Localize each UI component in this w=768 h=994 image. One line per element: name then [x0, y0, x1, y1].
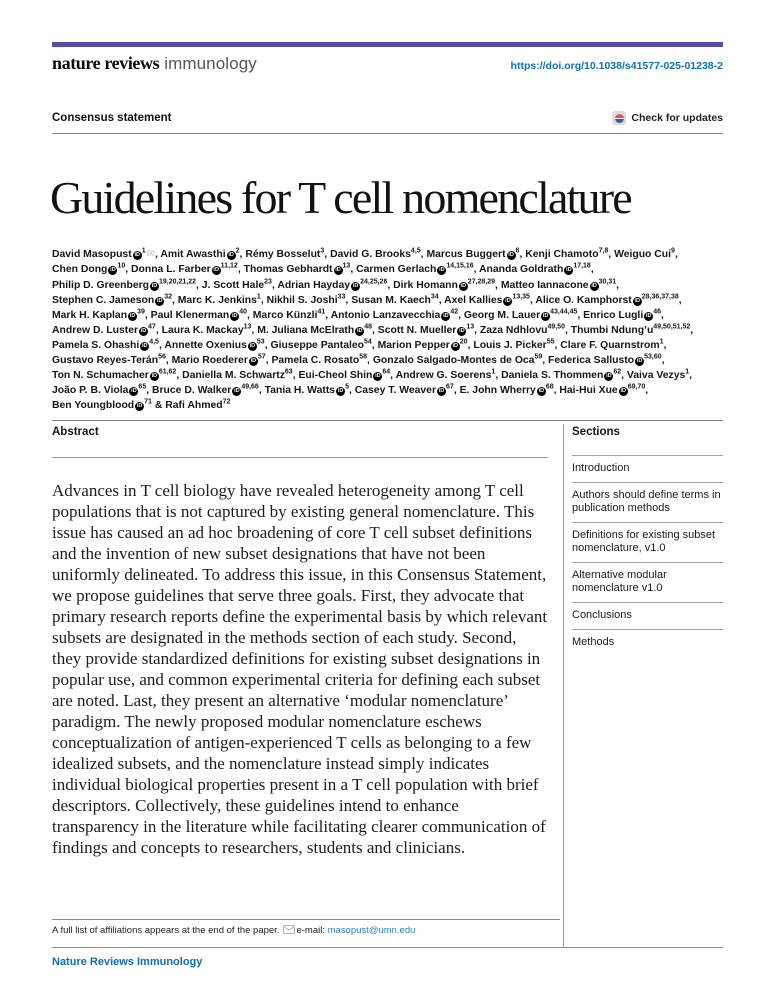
orcid-icon[interactable]: iD	[356, 327, 363, 334]
affiliation-superscript: 2	[235, 247, 240, 255]
affiliation-superscript: 13	[243, 323, 252, 331]
affiliation-superscript: 41	[317, 308, 326, 316]
affiliations-note-text: A full list of affiliations appears at the end of the paper.	[52, 925, 280, 936]
orcid-icon[interactable]: iD	[452, 342, 459, 349]
author-name: Andrew D. Luster iD$^{47}$	[52, 323, 156, 336]
affiliation-superscript: 39	[137, 308, 145, 316]
doi-link[interactable]: https://doi.org/10.1038/s41577-025-01238-2	[510, 60, 723, 72]
affiliation-superscript: 1	[256, 293, 261, 301]
author-name: Pamela C. Rosato$^{58}$	[271, 353, 368, 367]
orcid-icon[interactable]: iD	[375, 373, 381, 380]
affiliation-superscript: 20	[459, 338, 468, 346]
orcid-icon[interactable]: iD	[335, 267, 341, 274]
orcid-icon[interactable]: iD	[136, 403, 143, 410]
orcid-icon[interactable]: iD	[439, 267, 445, 274]
affiliation-superscript: 30,31	[598, 278, 617, 286]
author-name: Mario Roederer iD$^{57}$	[171, 353, 266, 367]
orcid-icon[interactable]: iD	[231, 312, 238, 319]
orcid-icon[interactable]: iD	[141, 342, 148, 349]
author-name: João P. B. Viola iD$^{65}$	[52, 383, 147, 397]
affiliation-superscript: 40	[239, 308, 247, 316]
abstract-divider	[52, 457, 548, 458]
author-name: Gustavo Reyes-Terán$^{56}$	[52, 353, 166, 367]
affiliation-superscript: 4,5	[410, 247, 421, 255]
affiliation-superscript: 49,50	[547, 323, 565, 331]
affiliation-superscript: 59	[534, 353, 543, 361]
orcid-icon[interactable]: iD	[508, 252, 514, 259]
affiliation-superscript: 48	[364, 323, 373, 331]
author-name: Marcus Buggert iD$^6$	[426, 247, 520, 261]
author-name: Daniella M. Schwartz$^{63}$	[182, 368, 293, 382]
affiliation-superscript: 72	[222, 398, 231, 406]
author-name: Alice O. Kamphorst iD$^{28,36,37,38}$	[535, 293, 679, 306]
orcid-icon[interactable]: iD	[459, 327, 465, 334]
author-name: Rémy Bosselut$^3$	[245, 247, 325, 261]
author-name: Federica Sallusto iD$^{53,60}$	[548, 353, 662, 367]
affiliation-superscript: 55	[546, 338, 555, 346]
affiliation-superscript: 13,35	[512, 293, 530, 301]
affiliation-superscript: 32	[164, 293, 172, 301]
affiliation-superscript: 49,50,51,52	[653, 323, 691, 331]
affiliation-superscript: 11,12	[220, 263, 238, 271]
author-name: Rafi Ahmed$^{72}$	[165, 398, 231, 412]
orcid-icon[interactable]: iD	[129, 312, 136, 319]
author-name: Marco Künzli$^{41}$	[252, 308, 326, 321]
author-name: Laura K. Mackay$^{13}$	[161, 323, 252, 336]
orcid-icon[interactable]: iD	[538, 388, 545, 395]
crossmark-icon	[612, 111, 626, 125]
orcid-icon[interactable]: iD	[542, 312, 549, 319]
orcid-icon[interactable]: iD	[151, 282, 158, 289]
author-list: David Masopust iD$^1$✉, Amit Awasthi iD$^2$, Rémy Bosselut$^3$, David G. Brooks$^{4,5}$, Marcus Buggert iD$^6$, Kenji Chamoto$^{7,8}$, Weiguo Cui$^9$, Chen Dong iD$^{10}$, Donna L. Farber iD$^{11,12}$, Thomas Gebhardt iD$^{13}$, Carmen Gerlach iD$^{14,15,16}$, Ananda Goldrath iD$^{17,18}$, Philip D. Greenberg iD$^{19,20,21,22}$, J. Scott Hale$^{23}$, Adrian Hayday iD$^{24,25,26}$, Dirk Homann iD$^{27,28,29}$, Matteo Iannacone iD$^{30,31}$, Stephen C. Jameson iD$^{32}$, Marc K. Jenkins$^1$, Nikhil S. Joshi$^{33}$, Susan M. Kaech$^{34}$, Axel Kallies iD$^{13,35}$, Alice O. Kamphorst iD$^{28,36,37,38}$, Mark H. Kaplan iD$^{39}$, Paul Klenerman iD$^{40}$, Marco Künzli$^{41}$, Antonio Lanzavecchia iD$^{42}$, Georg M. Lauer iD$^{43,44,45}$, Enrico Lugli iD$^{46}$, Andrew D. Luster iD$^{47}$, Laura K. Mackay$^{13}$, M. Juliana McElrath iD$^{48}$, Scott N. Mueller iD$^{13}$, Zaza Ndhlovu$^{49,50}$, Thumbi Ndung’u$^{49,50,51,52}$, Pamela S. Ohashi iD$^{4,5}$, Annette Oxenius iD$^{53}$, Giuseppe Pantaleo$^{54}$, Marion Pepper iD$^{20}$, Louis J. Picker$^{55}$, Clare F. Quarnstrom$^1$, Gustavo Reyes-Terán$^{56}$, Mario Roederer iD$^{57}$, Pamela C. Rosato$^{58}$, Gonzalo Salgado-Montes de Oca$^{59}$, Federica Sallusto iD$^{53,60}$, Ton N. Schumacher iD$^{61,62}$, Daniella M. Schwartz$^{63}$, Eui-Cheol Shin iD$^{64}$, Andrew G. Soerens$^1$, Daniela S. Thommen iD$^{62}$, Vaiva Vezys$^1$, João P. B. Viola iD$^{65}$, Bruce D. Walker iD$^{49,66}$, Tania H. Watts iD$^5$, Casey T. Weaver iD$^{67}$, E. John Wherry iD$^{68}$, Hai-Hui Xue iD$^{69,70}$, Ben Youngblood iD$^{71}$ & Rafi Ahmed$^{72}$	[52, 247, 694, 412]
sidebar-divider	[563, 424, 564, 948]
section-link[interactable]: Alternative modular nomenclature v1.0	[572, 562, 723, 602]
author-name: Annette Oxenius iD$^{53}$	[164, 338, 265, 351]
abstract-text: Advances in T cell biology have revealed heterogeneity among T cell populations that is not captured by existing general nomenclature. This issue has caused an ad hoc broadening of core T cell subset definitions and the invention of new subset designations that have not been uniformly delineated. To address this issue, in this Consensus Statement, we propose guidelines that serve three goals. First, they advocate that primary research reports define the experimental basis by which relevant subsets are designated in the methods section of each study. Second, they provide standardized definitions for existing subset designations in popular use, and common experimental criteria for defining each subset are noted. Last, they present an alternative ‘modular nomenclature’ paradigm. The newly proposed modular nomenclature eschews conceptualization of antigen-experienced T cells as belonging to a few idealized subsets, and the nomenclature instead simply indicates individual biological properties present in a T cell population with brief descriptors. Collectively, these guidelines intend to enhance transparency in the literature while facilitating clearer communication of findings and concepts to researchers, students and clinicians.	[52, 481, 548, 857]
orcid-icon[interactable]: iD	[213, 267, 219, 274]
orcid-icon[interactable]: iD	[131, 388, 137, 395]
section-link[interactable]: Authors should define terms in publication methods	[572, 482, 723, 522]
author-name: Kenji Chamoto$^{7,8}$	[525, 247, 609, 261]
author-name: Thumbi Ndung’u$^{49,50,51,52}$	[570, 323, 691, 336]
affiliation-superscript: 54	[364, 338, 372, 346]
article-title: Guidelines for T cell nomenclature	[50, 171, 631, 223]
author-name: Casey T. Weaver iD$^{67}$	[354, 383, 454, 397]
affiliation-superscript: 27,28,29	[467, 278, 496, 286]
author-name: Marion Pepper iD$^{20}$	[377, 338, 468, 351]
article-kicker-row	[52, 111, 723, 125]
orcid-icon[interactable]: iD	[140, 327, 147, 334]
author-name: Eui-Cheol Shin iD$^{64}$	[298, 368, 391, 382]
affiliation-superscript: 13	[466, 323, 475, 331]
section-link[interactable]: Methods	[572, 629, 723, 656]
affiliation-superscript: 28,36,37,38	[641, 293, 679, 301]
author-name: Amit Awasthi iD$^2$	[160, 247, 240, 261]
orcid-icon[interactable]: iD	[443, 312, 449, 319]
author-name: Scott N. Mueller iD$^{13}$	[377, 323, 475, 336]
author-name: Mark H. Kaplan iD$^{39}$	[52, 308, 145, 321]
author-name: Stephen C. Jameson iD$^{32}$	[52, 293, 172, 306]
affiliation-superscript: 56	[158, 353, 166, 361]
author-name: Louis J. Picker$^{55}$	[473, 338, 555, 351]
affiliation-superscript: 68	[545, 383, 554, 391]
affiliation-superscript: 63	[284, 368, 293, 376]
affiliation-superscript: 17,18	[573, 263, 591, 271]
author-name: Giuseppe Pantaleo$^{54}$	[270, 338, 372, 351]
author-name: Donna L. Farber iD$^{11,12}$	[131, 263, 238, 276]
author-name: Philip D. Greenberg iD$^{19,20,21,22}$	[52, 278, 196, 291]
affiliation-superscript: 53	[256, 338, 265, 346]
orcid-icon[interactable]: iD	[250, 358, 257, 365]
author-name: Bruce D. Walker iD$^{49,66}$	[152, 383, 259, 397]
orcid-icon[interactable]: iD	[228, 252, 234, 259]
author-name: Vaiva Vezys$^1$	[626, 368, 690, 382]
orcid-icon[interactable]: iD	[505, 297, 511, 304]
affiliation-superscript: 53,60	[644, 353, 662, 361]
corresponding-author-email-icon[interactable]: ✉	[146, 249, 155, 261]
orcid-icon[interactable]: iD	[620, 388, 626, 395]
author-name: David G. Brooks$^{4,5}$	[330, 247, 421, 261]
sections-heading: Sections	[572, 426, 620, 438]
affiliation-superscript: 13	[342, 263, 351, 271]
affiliation-superscript: 6	[515, 247, 520, 255]
footer-divider	[52, 947, 723, 948]
orcid-icon[interactable]: iD	[460, 282, 467, 289]
affiliation-superscript: 5	[345, 383, 349, 391]
author-name: Weiguo Cui$^9$	[614, 247, 675, 261]
author-name: J. Scott Hale$^{23}$	[201, 278, 272, 291]
journal-accent-bar	[52, 42, 723, 47]
envelope-icon	[283, 925, 295, 934]
check-for-updates-button[interactable]	[612, 111, 723, 125]
journal-header	[52, 53, 723, 74]
sections-sidebar	[572, 426, 723, 656]
orcid-icon[interactable]: iD	[110, 267, 116, 274]
affiliation-superscript: 24,25,26	[360, 278, 388, 286]
affiliation-superscript: 61,62	[158, 368, 177, 376]
author-name: Georg M. Lauer iD$^{43,44,45}$	[463, 308, 578, 321]
orcid-icon[interactable]: iD	[636, 358, 643, 365]
affiliation-superscript: 1	[659, 338, 664, 346]
affiliation-superscript: 33	[337, 293, 346, 301]
orcid-icon[interactable]: iD	[352, 282, 359, 289]
journal-footer-link[interactable]: Nature Reviews Immunology	[52, 956, 203, 968]
affiliation-superscript: 46	[653, 308, 662, 316]
orcid-icon[interactable]: iD	[566, 267, 572, 274]
author-name: Clare F. Quarnstrom$^1$	[560, 338, 664, 351]
affiliation-superscript: 58	[359, 353, 368, 361]
affiliation-superscript: 19,20,21,22	[159, 278, 196, 286]
author-name: Enrico Lugli iD$^{46}$	[583, 308, 662, 321]
author-name: Dirk Homann iD$^{27,28,29}$	[393, 278, 496, 291]
author-name: E. John Wherry iD$^{68}$	[459, 383, 554, 397]
orcid-icon[interactable]: iD	[234, 388, 240, 395]
affiliation-superscript: 23	[264, 278, 272, 286]
orcid-icon[interactable]: iD	[156, 297, 163, 304]
orcid-icon[interactable]: iD	[438, 388, 445, 395]
author-name: Ben Youngblood iD$^{71}$	[52, 398, 152, 412]
affiliation-superscript: 43,44,45	[550, 308, 578, 316]
affiliation-superscript: 1	[491, 368, 496, 376]
affiliation-superscript: 71	[144, 398, 152, 406]
abstract-heading: Abstract	[52, 426, 99, 438]
affiliation-superscript: 14,15,16	[446, 263, 474, 271]
affiliation-superscript: 69,70	[627, 383, 646, 391]
section-link[interactable]: Introduction	[572, 455, 723, 482]
affiliation-superscript: 64	[382, 368, 391, 376]
author-name: Carmen Gerlach iD$^{14,15,16}$	[356, 263, 474, 276]
author-name: Tania H. Watts iD$^5$	[264, 383, 349, 397]
author-name: Hai-Hui Xue iD$^{69,70}$	[559, 383, 646, 397]
sections-list	[572, 455, 723, 656]
section-link[interactable]: Conclusions	[572, 602, 723, 629]
email-link[interactable]: masopust@umn.edu	[327, 925, 416, 936]
author-name: Axel Kallies iD$^{13,35}$	[444, 293, 530, 306]
affiliation-superscript: 1	[685, 368, 690, 376]
orcid-icon[interactable]: iD	[606, 373, 612, 380]
orcid-icon[interactable]: iD	[337, 388, 344, 395]
author-name: Thomas Gebhardt iD$^{13}$	[243, 263, 351, 276]
affiliations-note	[52, 925, 612, 936]
affiliation-superscript: 7,8	[598, 247, 609, 255]
author-name: Nikhil S. Joshi$^{33}$	[266, 293, 346, 306]
author-name: Marc K. Jenkins$^1$	[177, 293, 261, 306]
affiliation-superscript: 34	[430, 293, 439, 301]
orcid-icon[interactable]: iD	[645, 312, 652, 319]
email-label: e-mail:	[296, 925, 325, 936]
affiliation-superscript: 62	[613, 368, 622, 376]
author-name: Antonio Lanzavecchia iD$^{42}$	[330, 308, 459, 321]
author-name: Zaza Ndhlovu$^{49,50}$	[479, 323, 565, 336]
journal-brand-light: immunology	[164, 54, 257, 73]
section-link[interactable]: Definitions for existing subset nomenclature, v1.0	[572, 522, 723, 562]
header-divider	[52, 133, 723, 134]
author-name: Daniela S. Thommen iD$^{62}$	[501, 368, 622, 382]
author-name: Adrian Hayday iD$^{24,25,26}$	[277, 278, 388, 291]
author-name: Andrew G. Soerens$^1$	[395, 368, 496, 382]
journal-brand-bold: nature reviews	[52, 53, 160, 73]
author-name: Paul Klenerman iD$^{40}$	[150, 308, 247, 321]
affiliations-divider	[52, 919, 560, 920]
author-name: Chen Dong iD$^{10}$	[52, 263, 126, 276]
check-for-updates-label: Check for updates	[631, 112, 723, 124]
author-name: Ananda Goldrath iD$^{17,18}$	[479, 263, 591, 276]
journal-brand	[52, 53, 257, 74]
author-name: Susan M. Kaech$^{34}$	[351, 293, 439, 306]
affiliation-superscript: 3	[320, 247, 325, 255]
affiliation-superscript: 4,5	[149, 338, 159, 346]
author-name: Gonzalo Salgado-Montes de Oca$^{59}$	[372, 353, 543, 367]
author-name: David Masopust iD$^1$✉	[52, 247, 155, 261]
affiliation-superscript: 57	[257, 353, 266, 361]
affiliation-superscript: 1	[141, 247, 146, 255]
orcid-icon[interactable]: iD	[151, 373, 158, 380]
orcid-icon[interactable]: iD	[134, 252, 140, 259]
author-name: Matteo Iannacone iD$^{30,31}$	[500, 278, 617, 291]
affiliation-superscript: 9	[671, 247, 675, 255]
authors-divider	[52, 420, 723, 421]
orcid-icon[interactable]: iD	[634, 297, 641, 304]
author-name: Ton N. Schumacher iD$^{61,62}$	[52, 368, 177, 382]
affiliation-superscript: 10	[117, 263, 126, 271]
affiliation-superscript: 47	[148, 323, 156, 331]
orcid-icon[interactable]: iD	[249, 342, 256, 349]
author-name: Pamela S. Ohashi iD$^{4,5}$	[52, 338, 159, 351]
affiliation-superscript: 42	[450, 308, 459, 316]
affiliation-superscript: 67	[446, 383, 454, 391]
article-type-label: Consensus statement	[52, 112, 172, 124]
affiliation-superscript: 65	[138, 383, 147, 391]
affiliation-superscript: 49,66	[241, 383, 259, 391]
orcid-icon[interactable]: iD	[591, 282, 597, 289]
author-name: M. Juliana McElrath iD$^{48}$	[257, 323, 373, 336]
